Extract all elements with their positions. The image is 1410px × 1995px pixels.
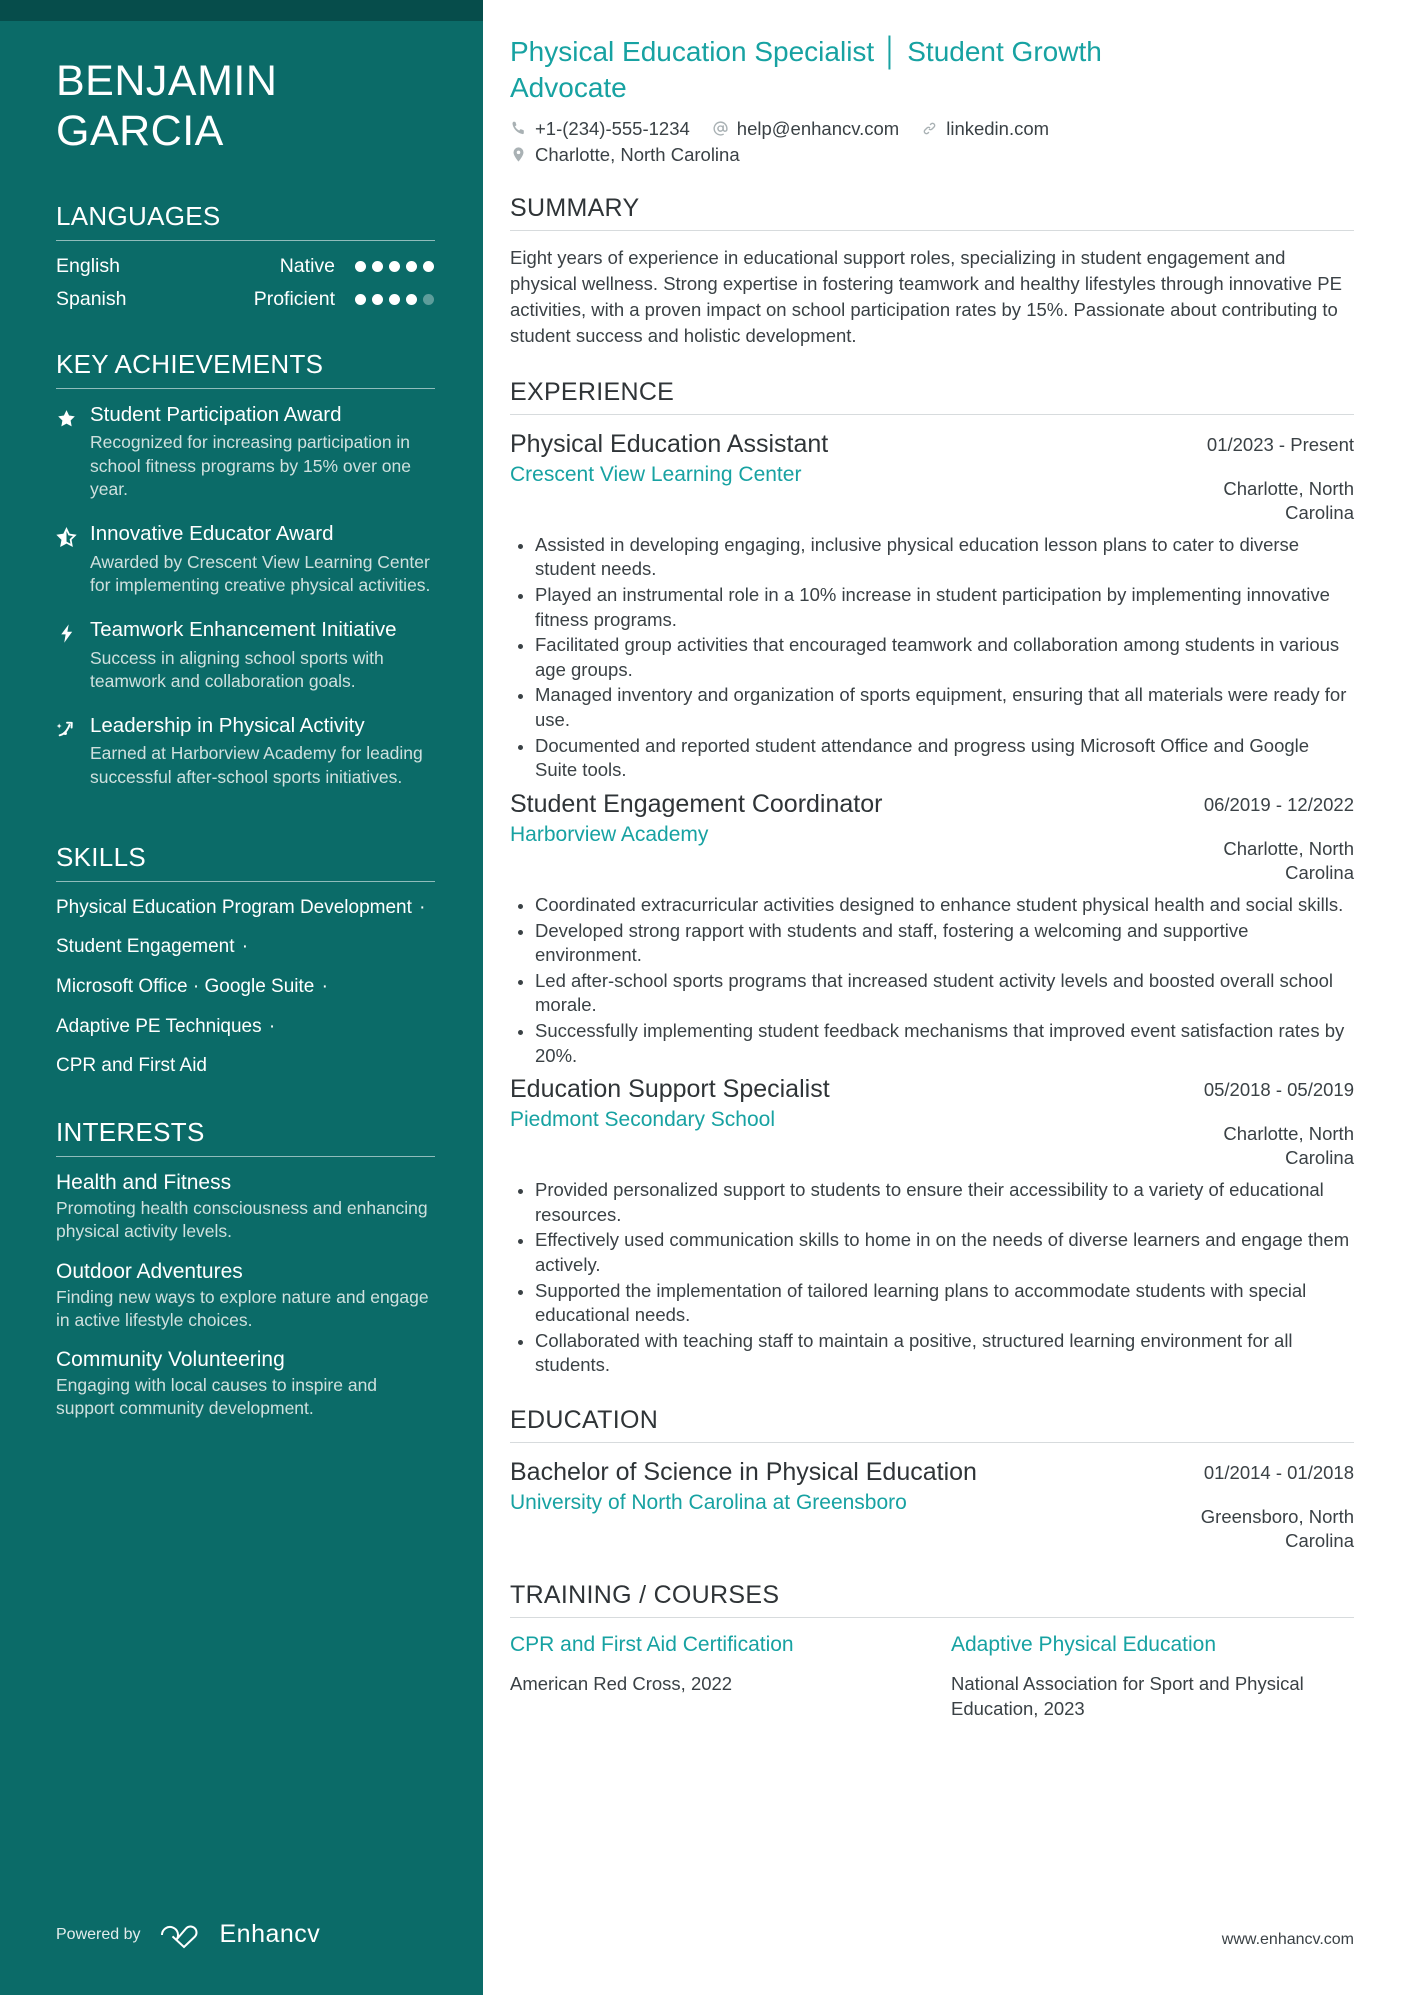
achievement-body <box>90 714 435 804</box>
achievement-title: Student Participation Award <box>90 402 342 426</box>
training-title[interactable]: Adaptive Physical Education <box>951 1633 1216 1657</box>
experience-entry-header <box>510 1074 1354 1170</box>
job-bullet: Facilitated group activities that encouraged teamwork and collaboration among students in various age groups. <box>510 633 1354 682</box>
training-heading: TRAINING / COURSES <box>510 1581 780 1610</box>
experience-entry-left <box>510 1074 1146 1133</box>
skills-heading: SKILLS <box>56 841 146 872</box>
job-location: Charlotte, North Carolina <box>1223 477 1354 523</box>
star-half-icon <box>56 522 90 612</box>
achievement-title: Leadership in Physical Activity <box>90 713 365 737</box>
experience-section <box>510 378 1354 1378</box>
powered-by-label: Powered by <box>56 1925 141 1943</box>
skill-text: Student Engagement <box>56 936 235 958</box>
education-entry-left <box>510 1457 1146 1516</box>
job-bullet: Successfully implementing student feedback mechanisms that improved event satisfaction rates by 20%. <box>510 1019 1354 1068</box>
lightning-bolt-icon <box>56 618 90 708</box>
rating-dot <box>355 294 366 305</box>
training-subtitle: American Red Cross, 2022 <box>510 1673 733 1695</box>
job-dates: 01/2023 - Present <box>1206 433 1354 455</box>
school-location: Greensboro, North Carolina <box>1200 1506 1354 1552</box>
experience-entry-left <box>510 789 1146 848</box>
candidate-first-name: BENJAMIN <box>56 57 278 105</box>
job-bullet: Coordinated extracurricular activities designed to enhance student physical health and social skills. <box>510 893 1354 918</box>
employer-name[interactable]: Crescent View Learning Center <box>510 462 802 486</box>
achievement-body <box>90 618 435 708</box>
sidebar <box>0 0 483 1995</box>
key-achievements-section <box>56 349 435 804</box>
language-rating-dots <box>355 294 435 305</box>
experience-entry-header <box>510 789 1354 885</box>
language-name: English <box>56 254 120 277</box>
rating-dot <box>372 261 383 272</box>
job-bullets <box>510 533 1354 783</box>
languages-heading: LANGUAGES <box>56 200 221 231</box>
divider <box>56 1156 435 1157</box>
job-bullet: Supported the implementation of tailored learning plans to accommodate students with special educational needs. <box>510 1279 1354 1328</box>
achievement-item <box>56 714 435 804</box>
job-dates: 05/2018 - 05/2019 <box>1203 1079 1354 1101</box>
map-pin-icon <box>510 146 527 163</box>
job-title: Physical Education Assistant <box>510 429 829 458</box>
contact-phone[interactable] <box>510 118 690 140</box>
key-achievements-heading: KEY ACHIEVEMENTS <box>56 348 324 379</box>
achievement-title: Teamwork Enhancement Initiative <box>90 617 397 641</box>
divider <box>510 1617 1354 1618</box>
phone-value: +1-(234)-555-1234 <box>535 117 690 139</box>
rating-dot-empty <box>423 294 434 305</box>
skills-section <box>56 842 435 1079</box>
rating-dot <box>389 294 400 305</box>
divider <box>56 881 435 882</box>
training-title[interactable]: CPR and First Aid Certification <box>510 1633 794 1657</box>
job-bullet: Collaborated with teaching staff to maintain a positive, structured learning environment for all students. <box>510 1329 1354 1378</box>
powered-by-footer <box>56 1920 320 1949</box>
skill-line <box>56 896 435 921</box>
star-icon <box>56 403 90 516</box>
candidate-name <box>56 56 435 157</box>
achievement-item <box>56 522 435 612</box>
language-rating-dots <box>355 261 435 272</box>
summary-text: Eight years of experience in educational support roles, specializing in student engagement and physical wellness. Strong expertise in fostering teamwork and healthy lifestyles through innovative PE activities, with a proven impact on school participation rates by 15%. Passionate about contributing to student success and holistic development. <box>510 246 1342 347</box>
education-heading: EDUCATION <box>510 1405 659 1434</box>
rating-dot <box>372 294 383 305</box>
language-level: Proficient <box>253 287 335 310</box>
summary-heading: SUMMARY <box>510 193 640 222</box>
job-title: Education Support Specialist <box>510 1075 830 1104</box>
degree-title: Bachelor of Science in Physical Education <box>510 1457 977 1486</box>
employer-name[interactable]: Harborview Academy <box>510 822 709 846</box>
skill-separator-dot: · <box>236 936 249 958</box>
language-row <box>56 255 435 278</box>
experience-entry-meta <box>1164 789 1354 885</box>
interest-description: Promoting health consciousness and enhancing physical activity levels. <box>56 1198 428 1242</box>
languages-section <box>56 201 435 311</box>
at-sign-icon <box>712 120 729 137</box>
interest-item <box>56 1348 435 1421</box>
achievement-description: Recognized for increasing participation in school fitness programs by 15% over one year. <box>90 432 411 500</box>
degree-dates: 01/2014 - 01/2018 <box>1203 1461 1354 1483</box>
rating-dot <box>423 261 434 272</box>
divider <box>510 230 1354 231</box>
training-section <box>510 1581 1354 1722</box>
skill-line <box>56 975 435 1000</box>
job-location: Charlotte, North Carolina <box>1223 837 1354 883</box>
contact-row-location <box>510 144 1354 166</box>
interest-item <box>56 1171 435 1244</box>
summary-section <box>510 194 1354 350</box>
training-list <box>510 1632 1354 1722</box>
interest-item <box>56 1260 435 1333</box>
contact-row-primary <box>510 118 1354 140</box>
rating-dot <box>406 294 417 305</box>
job-bullet: Played an instrumental role in a 10% increase in student participation by implementing innovative fitness programs. <box>510 583 1354 632</box>
candidate-last-name: GARCIA <box>56 107 224 156</box>
divider <box>510 414 1354 415</box>
job-location: Charlotte, North Carolina <box>1223 1123 1354 1169</box>
linkedin-value: linkedin.com <box>946 117 1050 139</box>
achievement-item <box>56 403 435 516</box>
job-bullet: Managed inventory and organization of sports equipment, ensuring that all materials were ready for use. <box>510 683 1354 732</box>
interest-title: Health and Fitness <box>56 1171 232 1195</box>
job-bullet: Provided personalized support to students to ensure their accessibility to a variety of educational resources. <box>510 1178 1354 1227</box>
enhancv-logo <box>158 1920 321 1949</box>
rating-dot <box>406 261 417 272</box>
enhancv-mark-icon <box>158 1921 210 1949</box>
interest-description: Engaging with local causes to inspire and support community development. <box>56 1375 378 1419</box>
skill-separator-dot: · <box>263 1015 276 1037</box>
achievement-description: Awarded by Crescent View Learning Center for implementing creative physical activities. <box>90 551 431 596</box>
contact-email[interactable] <box>712 118 899 140</box>
interests-section <box>56 1117 435 1421</box>
sidebar-top-accent-bar <box>0 0 483 21</box>
experience-entry <box>510 789 1354 1068</box>
phone-icon <box>510 120 527 137</box>
skill-line <box>56 1015 435 1040</box>
job-bullet: Led after-school sports programs that increased student activity levels and boosted overall school morale. <box>510 969 1354 1018</box>
email-value: help@enhancv.com <box>736 117 900 139</box>
website-footer: www.enhancv.com <box>1221 1931 1354 1948</box>
interest-title: Outdoor Adventures <box>56 1259 243 1283</box>
contact-linkedin[interactable] <box>921 118 1049 140</box>
language-name: Spanish <box>56 287 127 310</box>
education-entry <box>510 1457 1354 1553</box>
link-icon <box>921 120 938 137</box>
achievement-description: Earned at Harborview Academy for leading successful after-school sports initiatives. <box>90 743 423 787</box>
skills-list <box>56 896 435 1079</box>
location-value: Charlotte, North Carolina <box>535 143 740 165</box>
skill-text: Physical Education Program Development <box>56 896 412 918</box>
language-row <box>56 288 435 311</box>
achievement-title: Innovative Educator Award <box>90 522 334 546</box>
achievement-body <box>90 522 435 612</box>
experience-heading: EXPERIENCE <box>510 377 675 406</box>
employer-name[interactable]: Piedmont Secondary School <box>510 1108 775 1132</box>
achievement-description: Success in aligning school sports with teamwork and collaboration goals. <box>90 647 384 692</box>
divider <box>510 1442 1354 1443</box>
skill-line <box>56 935 435 960</box>
divider <box>56 240 435 241</box>
main-content <box>483 0 1410 1995</box>
job-bullet: Effectively used communication skills to home in on the needs of diverse learners and engage them actively. <box>510 1228 1354 1277</box>
interest-title: Community Volunteering <box>56 1348 285 1372</box>
job-bullets <box>510 1178 1354 1378</box>
education-section <box>510 1406 1354 1553</box>
job-bullets <box>510 893 1354 1068</box>
job-bullet: Developed strong rapport with students and staff, fostering a welcoming and supportive environment. <box>510 919 1354 968</box>
training-item <box>951 1632 1354 1722</box>
enhancv-wordmark: Enhancv <box>219 1920 321 1948</box>
language-level: Native <box>279 254 335 277</box>
job-dates: 06/2019 - 12/2022 <box>1203 793 1354 815</box>
achievement-item <box>56 618 435 708</box>
divider <box>56 388 435 389</box>
skill-text: Microsoft Office · Google Suite <box>56 975 315 997</box>
interest-description: Finding new ways to explore nature and engage in active lifestyle choices. <box>56 1286 429 1330</box>
achievement-body <box>90 403 435 516</box>
rating-dot <box>355 261 366 272</box>
experience-entry <box>510 1074 1354 1378</box>
interests-heading: INTERESTS <box>56 1117 205 1148</box>
training-subtitle: National Association for Sport and Physical Education, 2023 <box>951 1673 1304 1720</box>
job-bullet: Assisted in developing engaging, inclusive physical education lesson plans to cater to diverse student needs. <box>510 533 1354 582</box>
job-title: Student Engagement Coordinator <box>510 789 883 818</box>
experience-entry-meta <box>1164 1074 1354 1170</box>
skill-text: Adaptive PE Techniques <box>56 1015 262 1037</box>
skill-separator-dot: · <box>316 975 328 997</box>
trending-up-sparkle-icon <box>56 714 90 804</box>
skill-text: CPR and First Aid <box>56 1055 207 1077</box>
headline: Physical Education Specialist │ Student Growth Advocate <box>510 36 1102 103</box>
training-item <box>510 1632 913 1722</box>
skill-line <box>56 1054 435 1079</box>
experience-entry-header <box>510 429 1354 525</box>
education-entry-meta <box>1164 1457 1354 1553</box>
experience-entry-left <box>510 429 1146 488</box>
school-name[interactable]: University of North Carolina at Greensboro <box>510 1490 907 1514</box>
rating-dot <box>389 261 400 272</box>
job-bullet: Documented and reported student attendance and progress using Microsoft Office and Google Suite tools. <box>510 734 1354 783</box>
skill-separator-dot: · <box>413 896 426 918</box>
education-entry-header <box>510 1457 1354 1553</box>
contact-location <box>510 144 740 166</box>
experience-entry-meta <box>1164 429 1354 525</box>
experience-entry <box>510 429 1354 783</box>
